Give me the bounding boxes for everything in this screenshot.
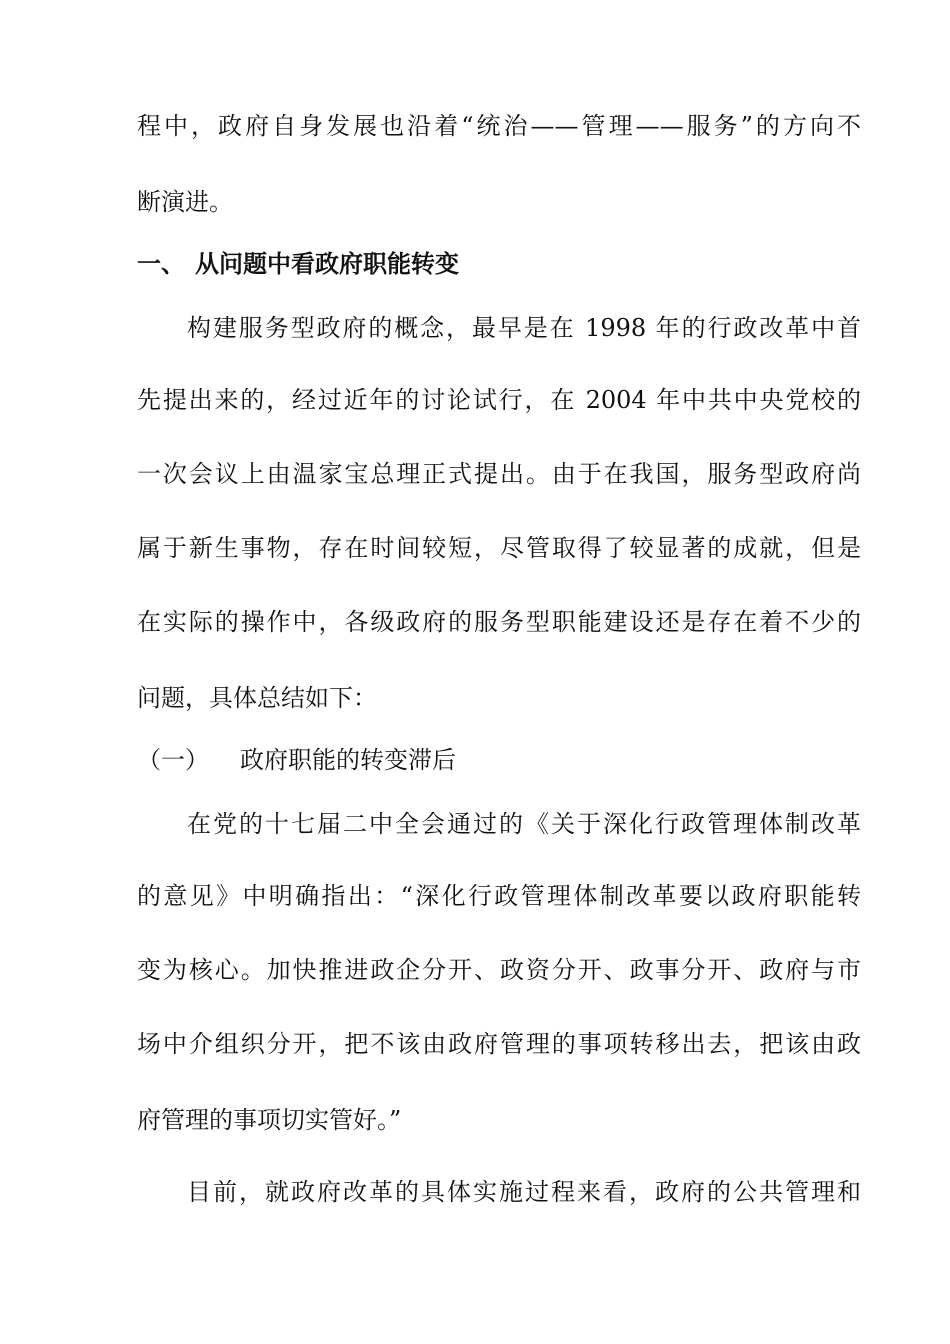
- paragraph-line: 问题，具体总结如下：: [137, 684, 377, 712]
- section-title: 从问题中看政府职能转变: [195, 250, 459, 278]
- paragraph-line: 在实际的操作中，各级政府的服务型职能建设还是存在着不少的: [137, 608, 861, 636]
- subsection-number: （一）: [137, 746, 209, 774]
- section-heading: [137, 248, 861, 280]
- paragraph-line: 一次会议上由温家宝总理正式提出。由于在我国，服务型政府尚: [137, 460, 861, 488]
- subsection-heading: [137, 744, 861, 776]
- paragraph-line: 属于新生事物，存在时间较短，尽管取得了较显著的成就，但是: [137, 534, 861, 562]
- paragraph-line: 构建服务型政府的概念，最早是在 1998 年的行政改革中首: [187, 314, 861, 342]
- paragraph-line: 断演进。: [137, 188, 233, 216]
- paragraph-line: 目前，就政府改革的具体实施过程来看，政府的公共管理和: [187, 1178, 861, 1206]
- paragraph-line: 变为核心。加快推进政企分开、政资分开、政事分开、政府与市: [137, 956, 861, 984]
- paragraph-line: 程中，政府自身发展也沿着“统治——管理——服务”的方向不: [137, 112, 861, 140]
- section-number: 一、: [137, 250, 185, 278]
- subsection-title: 政府职能的转变滞后: [240, 746, 456, 774]
- paragraph-line: 场中介组织分开，把不该由政府管理的事项转移出去，把该由政: [137, 1030, 861, 1058]
- paragraph-line: 的意见》中明确指出：“深化行政管理体制改革要以政府职能转: [137, 882, 861, 910]
- paragraph-line: 府管理的事项切实管好。”: [137, 1106, 402, 1134]
- paragraph-line: 先提出来的，经过近年的讨论试行，在 2004 年中共中央党校的: [137, 386, 861, 414]
- paragraph-line: 在党的十七届二中全会通过的《关于深化行政管理体制改革: [187, 810, 861, 838]
